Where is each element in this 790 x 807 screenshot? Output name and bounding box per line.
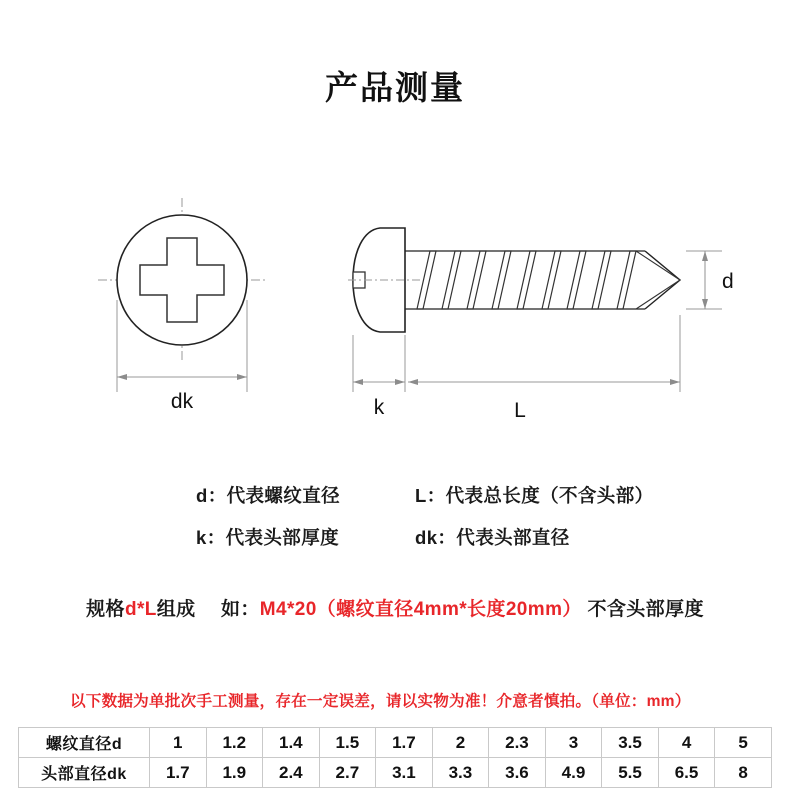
table-cell: 4	[658, 728, 715, 758]
screw-side-view	[348, 228, 680, 332]
table-cell: 2.3	[489, 728, 546, 758]
dk-arrow-right	[237, 374, 247, 380]
k-arrow-left	[353, 379, 363, 385]
table-cell: 5	[715, 728, 772, 758]
table-cell: 8	[715, 758, 772, 788]
legend	[0, 482, 790, 566]
table-cell: 2	[432, 728, 489, 758]
row-header-head-diameter: 头部直径dk	[19, 758, 150, 788]
table-cell: 2.4	[263, 758, 320, 788]
legend-row	[0, 524, 790, 550]
specification-table	[18, 727, 772, 788]
dk-label: dk	[170, 390, 194, 413]
dimension-k	[353, 335, 405, 419]
table-cell: 1	[150, 728, 207, 758]
spec-code: d*L	[124, 599, 157, 620]
d-label: d	[722, 270, 734, 293]
d-arrow-top	[702, 251, 708, 261]
table-cell: 2.7	[319, 758, 376, 788]
legend-L-description: L：代表总长度（不含头部）	[415, 485, 654, 506]
product-measurement-diagram	[0, 180, 790, 450]
dk-arrow-left	[117, 374, 127, 380]
k-arrow-right	[395, 379, 405, 385]
thread-pattern	[417, 251, 636, 309]
table-row	[19, 758, 772, 788]
legend-row	[0, 482, 790, 508]
L-label: L	[514, 399, 526, 422]
table-cell: 1.7	[150, 758, 207, 788]
spec-example: M4*20（螺纹直径4mm*长度20mm）	[259, 599, 582, 620]
table-cell: 3.3	[432, 758, 489, 788]
table-cell: 3	[545, 728, 602, 758]
row-header-thread-diameter: 螺纹直径d	[19, 728, 150, 758]
legend-dk-description: dk：代表头部直径	[415, 527, 570, 548]
table-cell: 1.9	[206, 758, 263, 788]
spec-prefix: 规格	[86, 599, 125, 620]
measurement-disclaimer: 以下数据为单批次手工测量，存在一定误差，请以实物为准！介意者慎拍。（单位：mm）	[70, 693, 691, 710]
table-cell: 3.1	[376, 758, 433, 788]
L-arrow-right	[670, 379, 680, 385]
table-cell: 5.5	[602, 758, 659, 788]
table-cell: 4.9	[545, 758, 602, 788]
screw-tip	[645, 251, 680, 309]
specification-line	[0, 594, 790, 621]
legend-d-description: d：代表螺纹直径	[196, 485, 341, 506]
spec-suffix: 组成	[156, 599, 196, 620]
spec-note: 不含头部厚度	[587, 599, 704, 620]
spec-as-label: 如：	[220, 599, 260, 620]
table-cell: 1.5	[319, 728, 376, 758]
L-arrow-left	[408, 379, 418, 385]
k-label: k	[373, 396, 385, 419]
page-title: 产品测量	[325, 69, 465, 106]
diagram-svg	[0, 180, 790, 450]
legend-k-description: k：代表头部厚度	[196, 527, 339, 548]
table-cell: 1.7	[376, 728, 433, 758]
table-cell: 3.6	[489, 758, 546, 788]
screw-head-top-view	[98, 198, 266, 363]
dimension-d	[686, 251, 734, 309]
table-cell: 3.5	[602, 728, 659, 758]
table-cell: 1.2	[206, 728, 263, 758]
d-arrow-bottom	[702, 299, 708, 309]
table-cell: 1.4	[263, 728, 320, 758]
table-row	[19, 728, 772, 758]
dimension-L	[408, 315, 680, 422]
table-cell: 6.5	[658, 758, 715, 788]
